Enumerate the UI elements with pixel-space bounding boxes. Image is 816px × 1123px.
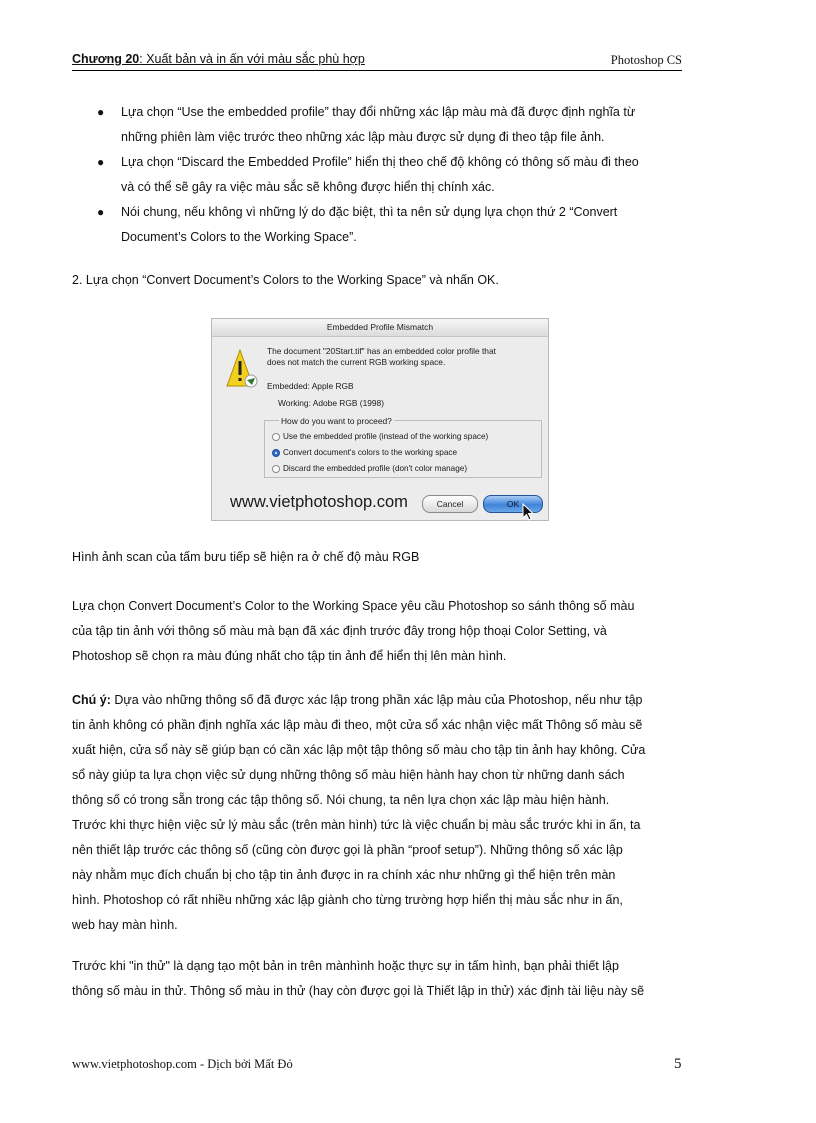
product-name: Photoshop CS [610,53,682,67]
text-line: sổ này giúp ta lựa chọn việc sử dụng những thông số màu hiện hành hay chon từ những danh sách [72,768,625,782]
note-label: Chú ý: [72,693,111,707]
ok-button[interactable]: OK [483,495,543,513]
radio-icon[interactable] [272,433,280,441]
option-label: Discard the embedded profile (don't color manage) [283,464,468,473]
option-label: Use the embedded profile (instead of the working space) [283,432,489,441]
option-label: Convert document's colors to the working space [283,448,458,457]
cancel-button[interactable]: Cancel [422,495,478,513]
text-line: thông số màu in thử. Thông số màu in thử (hay còn được gọi là Thiết lập in thử) xác định tài liệu này sẽ [72,984,645,998]
note-text: Dựa vào những thông số đã được xác lập trong phần xác lập màu của Photoshop, nếu như tập [110,693,643,707]
list-item [97,150,697,200]
option-discard-embedded[interactable] [272,464,467,473]
dialog-title: Embedded Profile Mismatch [212,319,548,337]
page-header [72,52,682,71]
text-line: Trước khi thực hiện việc sử lý màu sắc (trên màn hình) tức là việc chuẩn bị màu sắc trước khi in ấn, ta [72,818,641,832]
embedded-profile-dialog [211,318,549,521]
step-2: 2. Lựa chọn “Convert Document’s Colors to the Working Space” và nhấn OK. [72,273,499,287]
cursor-arrow-icon [522,503,536,521]
bullet-icon: ● [97,155,105,169]
option-use-embedded[interactable] [272,432,488,441]
bullet-line: và có thể sẽ gây ra việc màu sắc sẽ không được hiển thị chính xác. [121,180,495,194]
paragraph-note [72,688,687,938]
text-line: nên thiết lập trước các thông số (cũng còn được gọi là phần “proof setup”). Những thông số xác lập [72,843,623,857]
paragraph-convert [72,594,687,669]
dialog-message-line: does not match the current RGB working space. [267,357,446,367]
text-line: hình. Photoshop có rất nhiều những xác lập giành cho từng trường hợp hiển thị màu sắc như in ấn, [72,893,623,907]
figure-caption: Hình ảnh scan của tấm bưu tiếp sẽ hiện ra ở chế độ màu RGB [72,550,420,564]
working-profile-label: Working: Adobe RGB (1998) [278,398,384,408]
bullet-line: Lựa chọn “Discard the Embedded Profile” hiển thị theo chế độ không có thông số màu đi theo [121,155,639,169]
bullet-line: Lựa chọn “Use the embedded profile” thay đổi những xác lập màu mà đã được định nghĩa từ [121,105,636,119]
bullet-line: Document’s Colors to the Working Space”. [121,230,357,244]
option-convert-colors[interactable] [272,448,457,457]
bullet-list [97,100,697,250]
watermark: www.vietphotoshop.com [230,493,408,511]
list-item [97,200,697,250]
radio-selected-icon[interactable] [272,449,280,457]
paragraph-proof [72,954,687,1004]
embedded-profile-label: Embedded: Apple RGB [267,381,354,391]
text-line: tin ảnh không có phần định nghĩa xác lập màu đi theo, một cửa sổ xác nhận việc mất Thông số màu sẽ [72,718,643,732]
page-number: 5 [674,1056,682,1072]
dialog-message [267,346,537,368]
text-line: xuất hiện, cửa sổ này sẽ giúp bạn có cần xác lập một tập thông số màu cho tập tin ảnh hay không. Cửa [72,743,646,757]
chapter-title: : Xuất bản và in ấn với màu sắc phù hợp [139,52,365,66]
radio-icon[interactable] [272,465,280,473]
text-line: của tập tin ảnh với thông số màu mà bạn đã xác định trước đây trong hộp thoại Color Setting, và [72,624,607,638]
bullet-line: những phiên làm việc trước theo những xác lập màu được sử dụng đi theo tập file ảnh. [121,130,605,144]
dialog-message-line: The document "20Start.tif" has an embedded color profile that [267,346,496,356]
text-line: Photoshop sẽ chọn ra màu đúng nhất cho tập tin ảnh để hiển thị lên màn hình. [72,649,507,663]
text-line: web hay màn hình. [72,918,178,932]
proceed-question: How do you want to proceed? [281,416,392,426]
warning-icon [226,349,260,389]
list-item [97,100,697,150]
bullet-icon: ● [97,105,105,119]
text-line: Lựa chọn Convert Document’s Color to the Working Space yêu cầu Photoshop so sánh thông số màu [72,599,635,613]
text-line: Trước khi "in thử" là dạng tạo một bản in trên mànhình hoặc thực sự in tấm hình, bạn phải thiết lập [72,959,619,973]
chapter-label: Chương 20 [72,52,140,66]
footer-credit: www.vietphotoshop.com - Dịch bởi Mất Đỏ [72,1057,293,1071]
text-line [72,688,687,713]
bullet-icon: ● [97,205,105,219]
chapter-heading [72,52,365,66]
bullet-line: Nói chung, nếu không vì những lý do đặc biệt, thì ta nên sử dụng lựa chọn thứ 2 “Convert [121,205,618,219]
text-line: thông số có trong sẵn trong các tập thông số. Nói chung, ta nên lựa chọn xác lập màu hiện hành. [72,793,610,807]
text-line: này nhằm mục đích chuẩn bị cho tập tin ảnh được in ra chính xác như những gì thể hiện trên màn [72,868,616,882]
